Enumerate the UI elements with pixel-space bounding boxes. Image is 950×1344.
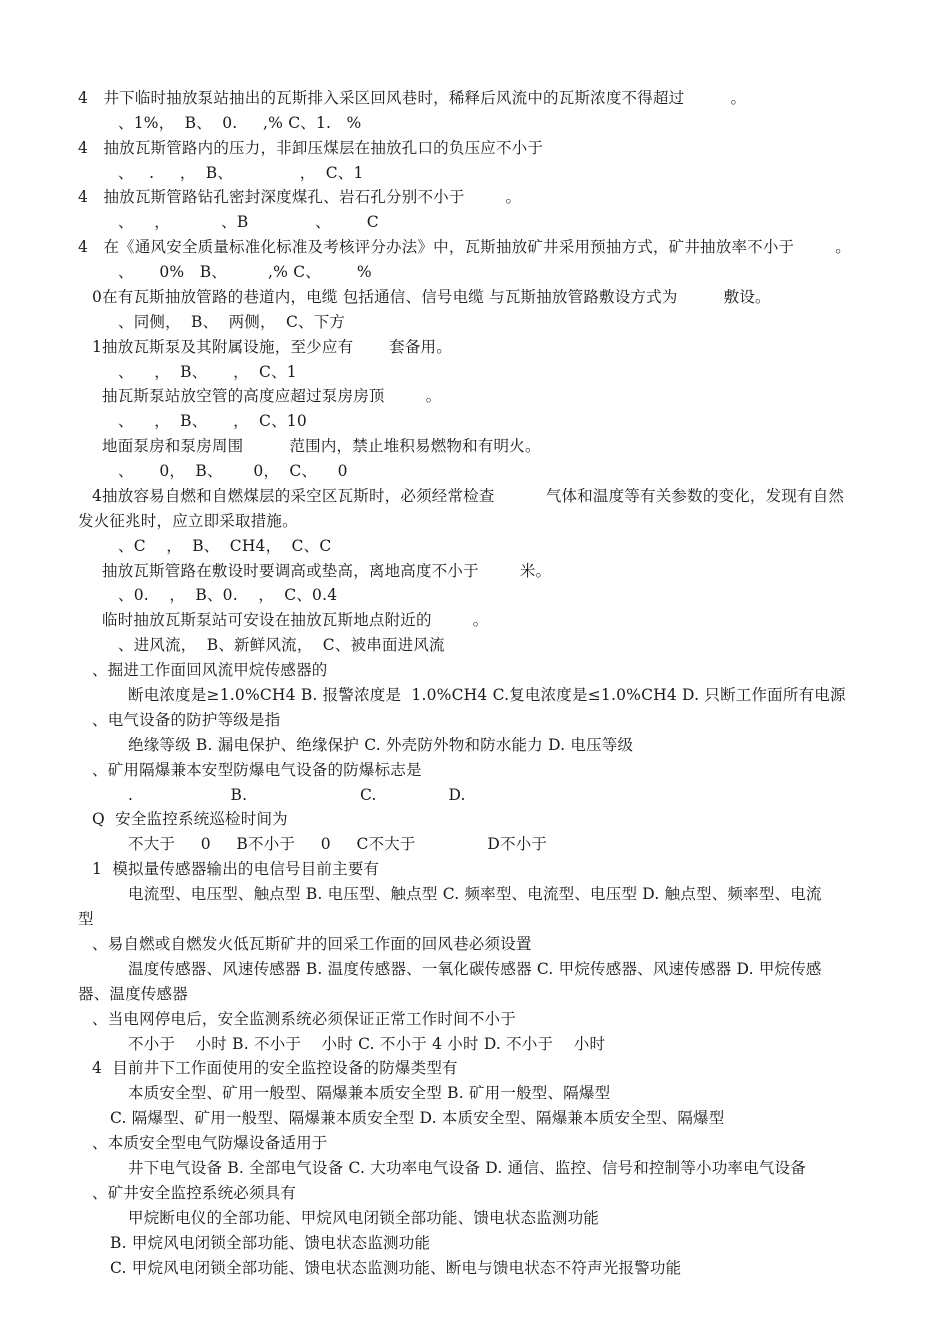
text-line: 、掘进工作面回风流甲烷传感器的 — [92, 661, 328, 679]
text-line: 断电浓度是≥1.0%CH4 B. 报警浓度是 1.0%CH4 C.复电浓度是≤1.0%CH4 D. 只断工作面所有电源 — [128, 686, 846, 704]
text-line: 1 模拟量传感器输出的电信号目前主要有 — [92, 860, 380, 878]
text-line: 绝缘等级 B. 漏电保护、绝缘保护 C. 外壳防外物和防水能力 D. 电压等级 — [128, 736, 634, 754]
text-line: 、 ， B、 ， C、10 — [118, 412, 307, 430]
text-line: 、进风流， B、新鲜风流， C、被串面进风流 — [118, 636, 445, 654]
text-line: 、矿用隔爆兼本安型防爆电气设备的防爆标志是 — [92, 761, 422, 779]
text-line: 临时抽放瓦斯泵站可安设在抽放瓦斯地点附近的 。 — [102, 611, 489, 629]
text-line: 、 0， B、 0， C、 0 — [118, 462, 348, 480]
text-line: 、 ， 、B 、 C — [118, 213, 379, 231]
text-line: C. 隔爆型、矿用一般型、隔爆兼本质安全型 D. 本质安全型、隔爆兼本质安全型、隔爆型 — [110, 1109, 725, 1127]
text-line: 、C ， B、 CH4， C、C — [118, 537, 332, 555]
text-line: 地面泵房和泵房周围 范围内，禁止堆积易燃物和有明火。 — [102, 437, 541, 455]
text-line: 4 在《通风安全质量标准化标准及考核评分办法》中，瓦斯抽放矿井采用预抽方式，矿井抽放率不小于 。 — [78, 238, 851, 256]
text-line: 温度传感器、风速传感器 B. 温度传感器、一氧化碳传感器 C. 甲烷传感器、风速传感器 D. 甲烷传感 — [128, 960, 822, 978]
text-line: . B. C. D. — [128, 786, 466, 804]
text-line: 抽放瓦斯管路在敷设时要调高或垫高，离地高度不小于 米。 — [102, 562, 552, 580]
text-line: C. 甲烷风电闭锁全部功能、馈电状态监测功能、断电与馈电状态不符声光报警功能 — [110, 1259, 682, 1277]
text-line: 4抽放容易自燃和自燃煤层的采空区瓦斯时，必须经常检查 气体和温度等有关参数的变化，发现有自然 — [92, 487, 845, 505]
text-line: 电流型、电压型、触点型 B. 电压型、触点型 C. 频率型、电流型、电压型 D. 触点型、频率型、电流 — [128, 885, 822, 903]
text-line: B. 甲烷风电闭锁全部功能、馈电状态监测功能 — [110, 1234, 431, 1252]
text-line: 、矿井安全监控系统必须具有 — [92, 1184, 297, 1202]
text-line: 4 井下临时抽放泵站抽出的瓦斯排入采区回风巷时，稀释后风流中的瓦斯浓度不得超过 。 — [78, 89, 747, 107]
text-line: 不大于 0 B不小于 0 C不大于 D不小于 — [128, 835, 548, 853]
text-line: 不小于 小时 B. 不小于 小时 C. 不小于 4 小时 D. 不小于 小时 — [128, 1035, 606, 1053]
text-line: 抽瓦斯泵站放空管的高度应超过泵房房顶 。 — [102, 387, 442, 405]
text-line: 器、温度传感器 — [78, 985, 188, 1003]
text-line: Q 安全监控系统巡检时间为 — [92, 810, 288, 828]
text-line: 、 ， B、 ， C、1 — [118, 363, 297, 381]
text-line: 型 — [78, 910, 94, 928]
text-line: 、同侧， B、 两侧， C、下方 — [118, 313, 346, 331]
text-line: 井下电气设备 B. 全部电气设备 C. 大功率电气设备 D. 通信、监控、信号和控制等小功率电气设备 — [128, 1159, 806, 1177]
text-line: 、本质安全型电气防爆设备适用于 — [92, 1134, 328, 1152]
text-line: 、 . ， B、 ， C、1 — [118, 164, 364, 182]
text-line: 、当电网停电后，安全监测系统必须保证正常工作时间不小于 — [92, 1010, 516, 1028]
text-line: 本质安全型、矿用一般型、隔爆兼本质安全型 B. 矿用一般型、隔爆型 — [128, 1084, 611, 1102]
text-line: 甲烷断电仪的全部功能、甲烷风电闭锁全部功能、馈电状态监测功能 — [128, 1209, 600, 1227]
text-line: 4 抽放瓦斯管路钻孔密封深度煤孔、岩石孔分别不小于 。 — [78, 188, 522, 206]
text-line: 4 抽放瓦斯管路内的压力，非卸压煤层在抽放孔口的负压应不小于 — [78, 139, 544, 157]
text-line: 、电气设备的防护等级是指 — [92, 711, 281, 729]
text-line: 、 0% B、 ,% C、 % — [118, 263, 372, 281]
text-line: 4 目前井下工作面使用的安全监控设备的防爆类型有 — [92, 1059, 458, 1077]
text-line: 1抽放瓦斯泵及其附属设施，至少应有 套备用。 — [92, 338, 452, 356]
text-line: 发火征兆时，应立即采取措施。 — [78, 512, 298, 530]
text-line: 0在有瓦斯抽放管路的巷道内，电缆 包括通信、信号电缆 与瓦斯抽放管路敷设方式为 敷设。 — [92, 288, 771, 306]
text-line: 、易自燃或自燃发火低瓦斯矿井的回采工作面的回风巷必须设置 — [92, 935, 532, 953]
text-line: 、0. ， B、0. ， C、0.4 — [118, 586, 338, 604]
text-line: 、1%， B、 0. ,% C、1. % — [118, 114, 362, 132]
